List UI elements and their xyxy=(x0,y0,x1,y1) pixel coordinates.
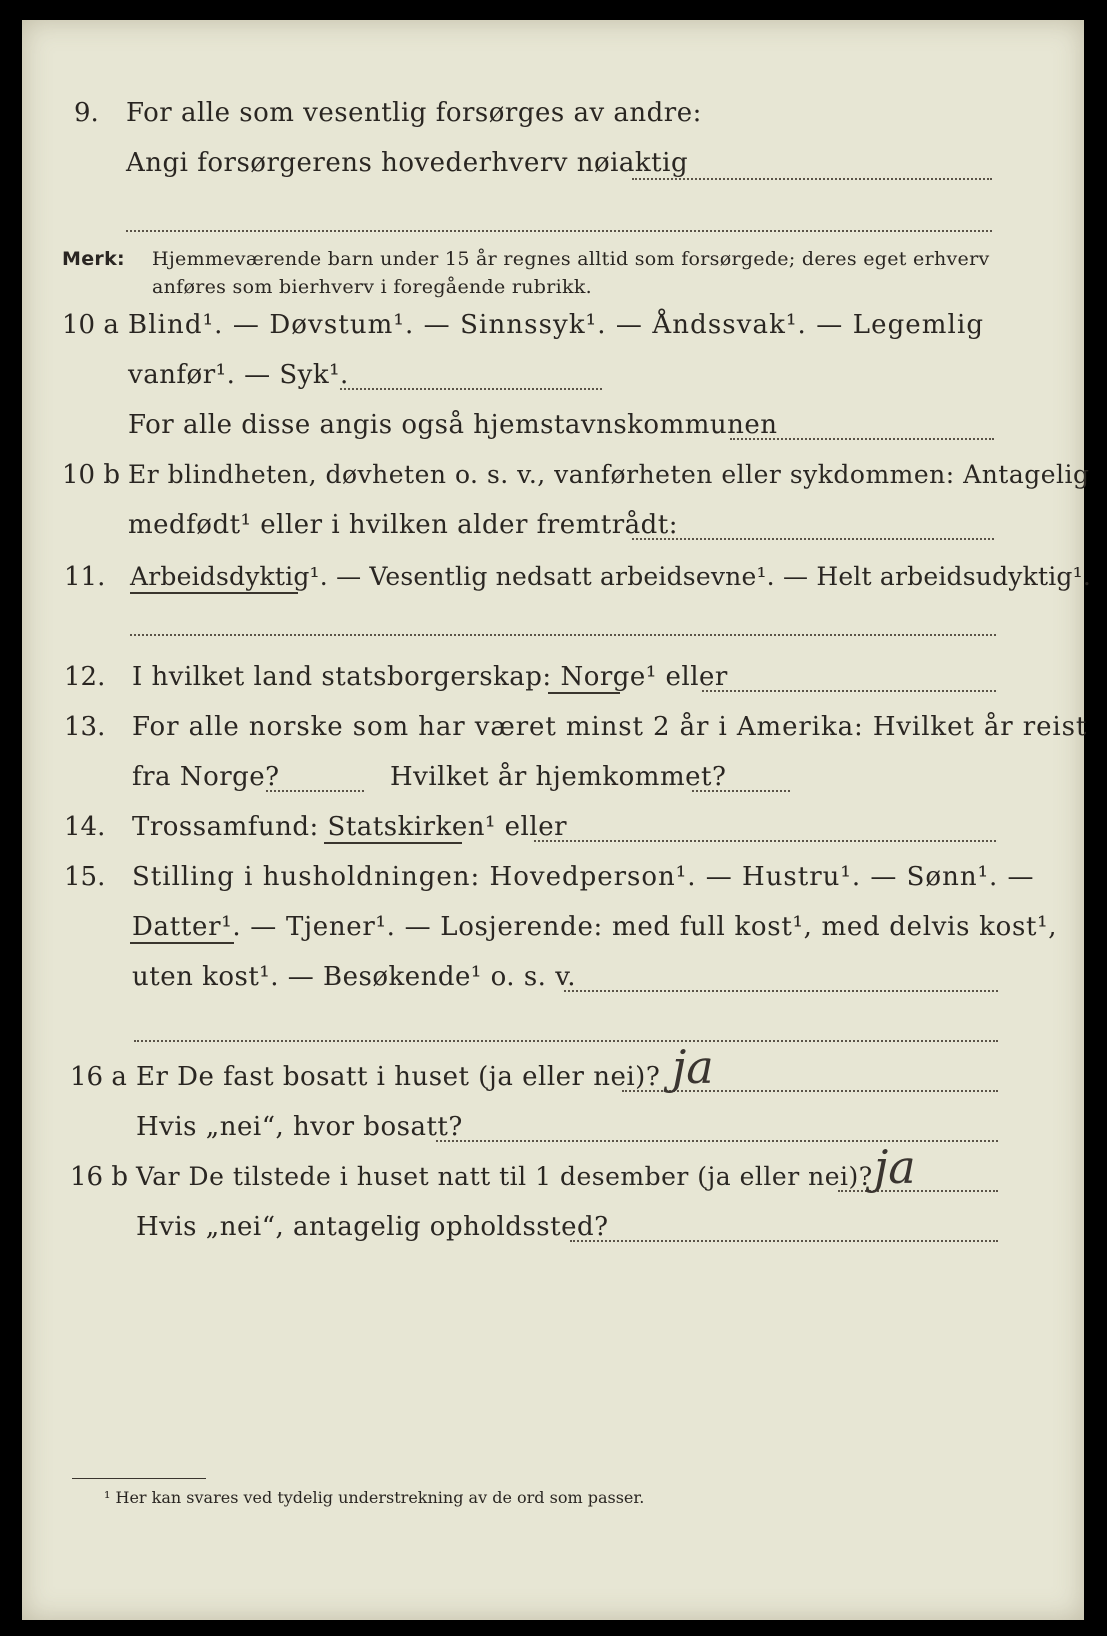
q16a-handwritten-answer: ja xyxy=(672,1040,714,1094)
q10b-text-line1: Er blindheten, døvheten o. s. v., vanførheten eller sykdommen: Antagelig xyxy=(128,460,1090,489)
q12-number: 12. xyxy=(64,662,106,692)
footnote-text: ¹ Her kan svares ved tydelig understrekning av de ord som passer. xyxy=(104,1488,645,1507)
q9-answer-line[interactable] xyxy=(632,178,992,180)
q15-answer-line-2[interactable] xyxy=(134,1040,998,1042)
q10a-text-line3: For alle disse angis også hjemstavnskommunen xyxy=(128,410,778,440)
q15-datter-underline xyxy=(130,942,234,944)
q10a-answer-line[interactable] xyxy=(340,388,602,390)
q13-reist-line[interactable] xyxy=(266,790,364,792)
q10a-text-line2: vanfør¹. — Syk¹. xyxy=(128,360,349,390)
q15-text-line1: Stilling i husholdningen: Hovedperson¹. — Hustru¹. — Sønn¹. — xyxy=(132,862,1035,892)
q10a-hjemstavn-line[interactable] xyxy=(730,438,994,440)
q15-answer-line[interactable] xyxy=(564,990,998,992)
merk-text-line2: anføres som bierhverv i foregående rubrikk. xyxy=(152,276,592,298)
merk-text-line1: Hjemmeværende barn under 15 år regnes alltid som forsørgede; deres eget erhverv xyxy=(152,248,990,270)
q14-text-line1: Trossamfund: Statskirken¹ eller xyxy=(132,812,568,842)
q16a-text-line1: Er De fast bosatt i huset (ja eller nei)? xyxy=(136,1062,661,1092)
q10b-number: 10 b xyxy=(62,460,120,490)
q14-answer-line[interactable] xyxy=(534,840,996,842)
q16a-number: 16 a xyxy=(70,1062,127,1092)
q9-text-line1: For alle som vesentlig forsørges av andre: xyxy=(126,98,702,128)
q13-hjemkommet-line[interactable] xyxy=(692,790,790,792)
footnote-rule xyxy=(72,1478,206,1479)
census-form-page xyxy=(22,20,1091,1620)
q15-number: 15. xyxy=(64,862,106,892)
q16b-answer-line[interactable] xyxy=(838,1190,998,1192)
merk-label: Merk: xyxy=(62,248,125,270)
q10b-text-line2: medfødt¹ eller i hvilken alder fremtrådt: xyxy=(128,510,678,540)
q12-answer-line[interactable] xyxy=(702,690,996,692)
q12-text-line1: I hvilket land statsborgerskap: Norge¹ eller xyxy=(132,662,728,692)
q10b-answer-line[interactable] xyxy=(632,538,994,540)
q15-text-line2: Datter¹. — Tjener¹. — Losjerende: med full kost¹, med delvis kost¹, xyxy=(132,912,1058,942)
q16b-opholdssted-line[interactable] xyxy=(570,1240,998,1242)
q11-number: 11. xyxy=(64,562,106,592)
q16b-text-line1: Var De tilstede i huset natt til 1 desember (ja eller nei)? xyxy=(136,1162,873,1191)
q9-answer-line-2[interactable] xyxy=(126,230,992,232)
q14-statskirken-underline xyxy=(324,842,462,844)
q13-text-line1: For alle norske som har været minst 2 år i Amerika: Hvilket år reist xyxy=(132,712,1088,742)
q14-number: 14. xyxy=(64,812,106,842)
q9-text-line2: Angi forsørgerens hovederhverv nøiaktig xyxy=(126,148,689,178)
q12-norge-underline xyxy=(548,692,620,694)
q16b-text-line2: Hvis „nei“, antagelig opholdssted? xyxy=(136,1212,609,1242)
q9-number: 9. xyxy=(74,98,99,128)
q16a-text-line2: Hvis „nei“, hvor bosatt? xyxy=(136,1112,463,1142)
q16b-handwritten-answer: ja xyxy=(874,1140,916,1194)
q16b-number: 16 b xyxy=(70,1162,128,1192)
q11-arbeidsdyktig-underline xyxy=(130,592,298,594)
q13-text-line2a: fra Norge? xyxy=(132,762,280,792)
q13-text-line2b: Hvilket år hjemkommet? xyxy=(390,762,727,792)
q10a-text-line1: Blind¹. — Døvstum¹. — Sinnssyk¹. — Åndssvak¹. — Legemlig xyxy=(128,310,985,340)
q13-number: 13. xyxy=(64,712,106,742)
q15-text-line3: uten kost¹. — Besøkende¹ o. s. v. xyxy=(132,962,577,992)
q11-answer-line[interactable] xyxy=(130,634,996,636)
q10a-number: 10 a xyxy=(62,310,119,340)
q11-text-line1: Arbeidsdyktig¹. — Vesentlig nedsatt arbeidsevne¹. — Helt arbeidsudyktig¹. xyxy=(130,562,1091,591)
